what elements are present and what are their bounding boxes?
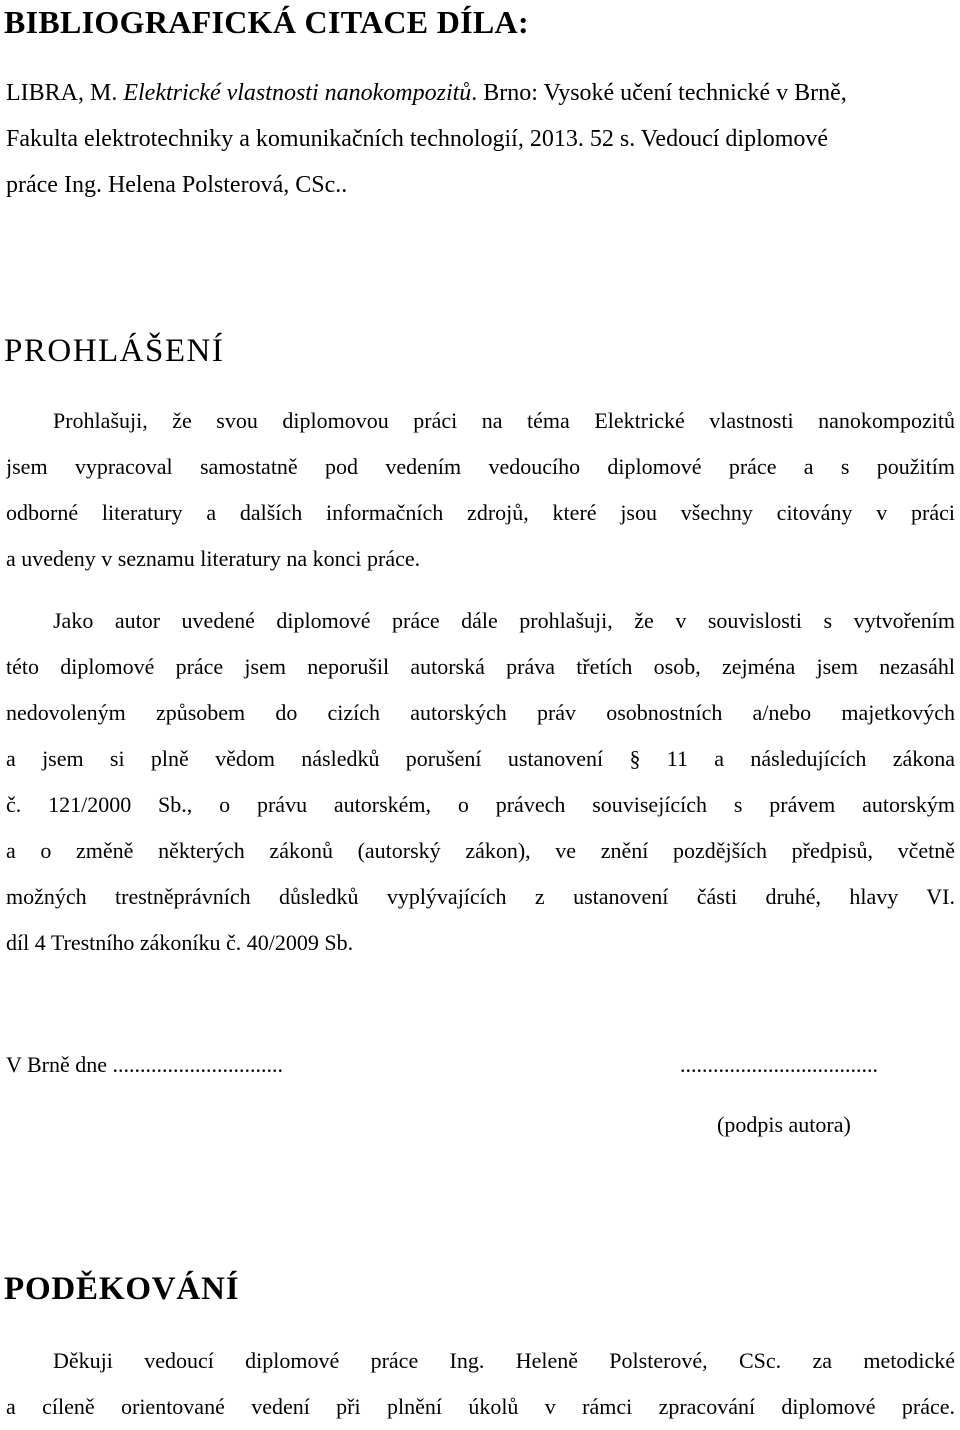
paragraph-line: nedovoleným způsobem do cizích autorských práv osobnostních a/nebo majetkových [6,700,955,725]
bibliography-heading: BIBLIOGRAFICKÁ CITACE DÍLA: [4,4,529,40]
citation-author: LIBRA, M. [6,80,124,106]
paragraph-line: a jsem si plně vědom následků porušení ustanovení § 11 a následujících zákona [6,746,955,771]
paragraph-line: jsem vypracoval samostatně pod vedením vedoucího diplomové práce a s použitím [6,454,955,479]
paragraph-line: Prohlašuji, že svou diplomovou práci na téma Elektrické vlastnosti nanokompozitů [53,408,955,433]
signature-line: .................................... [680,1052,878,1077]
signature-caption: (podpis autora) [717,1112,851,1137]
paragraph-line: Jako autor uvedené diplomové práce dále prohlašuji, že v souvislosti s vytvořením [53,608,955,633]
citation-line-3: práce Ing. Helena Polsterová, CSc.. [6,172,348,198]
declaration-paragraph-1 [6,398,955,582]
acknowledgement-paragraph [6,1338,955,1430]
paragraph-line: díl 4 Trestního zákoníku č. 40/2009 Sb. [6,930,354,955]
declaration-paragraph-2 [6,598,955,966]
paragraph-line: možných trestněprávních důsledků vyplývajících z ustanovení části druhé, hlavy VI. [6,884,955,909]
declaration-heading: PROHLÁŠENÍ [4,333,225,369]
citation-line-2: Fakulta elektrotechniky a komunikačních technologií, 2013. 52 s. Vedoucí diplomové [6,126,829,152]
acknowledgement-heading: PODĚKOVÁNÍ [4,1271,240,1307]
paragraph-line: a cíleně orientované vedení při plnění úkolů v rámci zpracování diplomové práce. [6,1394,955,1419]
citation-title: Elektrické vlastnosti nanokompozitů [123,80,472,106]
citation-line-1 [6,70,956,116]
paragraph-line: a o změně některých zákonů (autorský zákon), ve znění pozdějších předpisů, včetně [6,838,955,863]
paragraph-line: č. 121/2000 Sb., o právu autorském, o právech souvisejících s právem autorským [6,792,955,817]
paragraph-line: této diplomové práce jsem neporušil autorská práva třetích osob, zejména jsem nezasáhl [6,654,955,679]
place-and-date: V Brně dne ............................... [6,1052,284,1077]
citation-publisher: . Brno: Vysoké učení technické v Brně, [471,80,847,106]
paragraph-line: odborné literatury a dalších informačních zdrojů, které jsou všechny citovány v práci [6,500,955,525]
paragraph-line: Děkuji vedoucí diplomové práce Ing. Heleně Polsterové, CSc. za metodické [53,1348,955,1373]
paragraph-line: a uvedeny v seznamu literatury na konci práce. [6,546,421,571]
